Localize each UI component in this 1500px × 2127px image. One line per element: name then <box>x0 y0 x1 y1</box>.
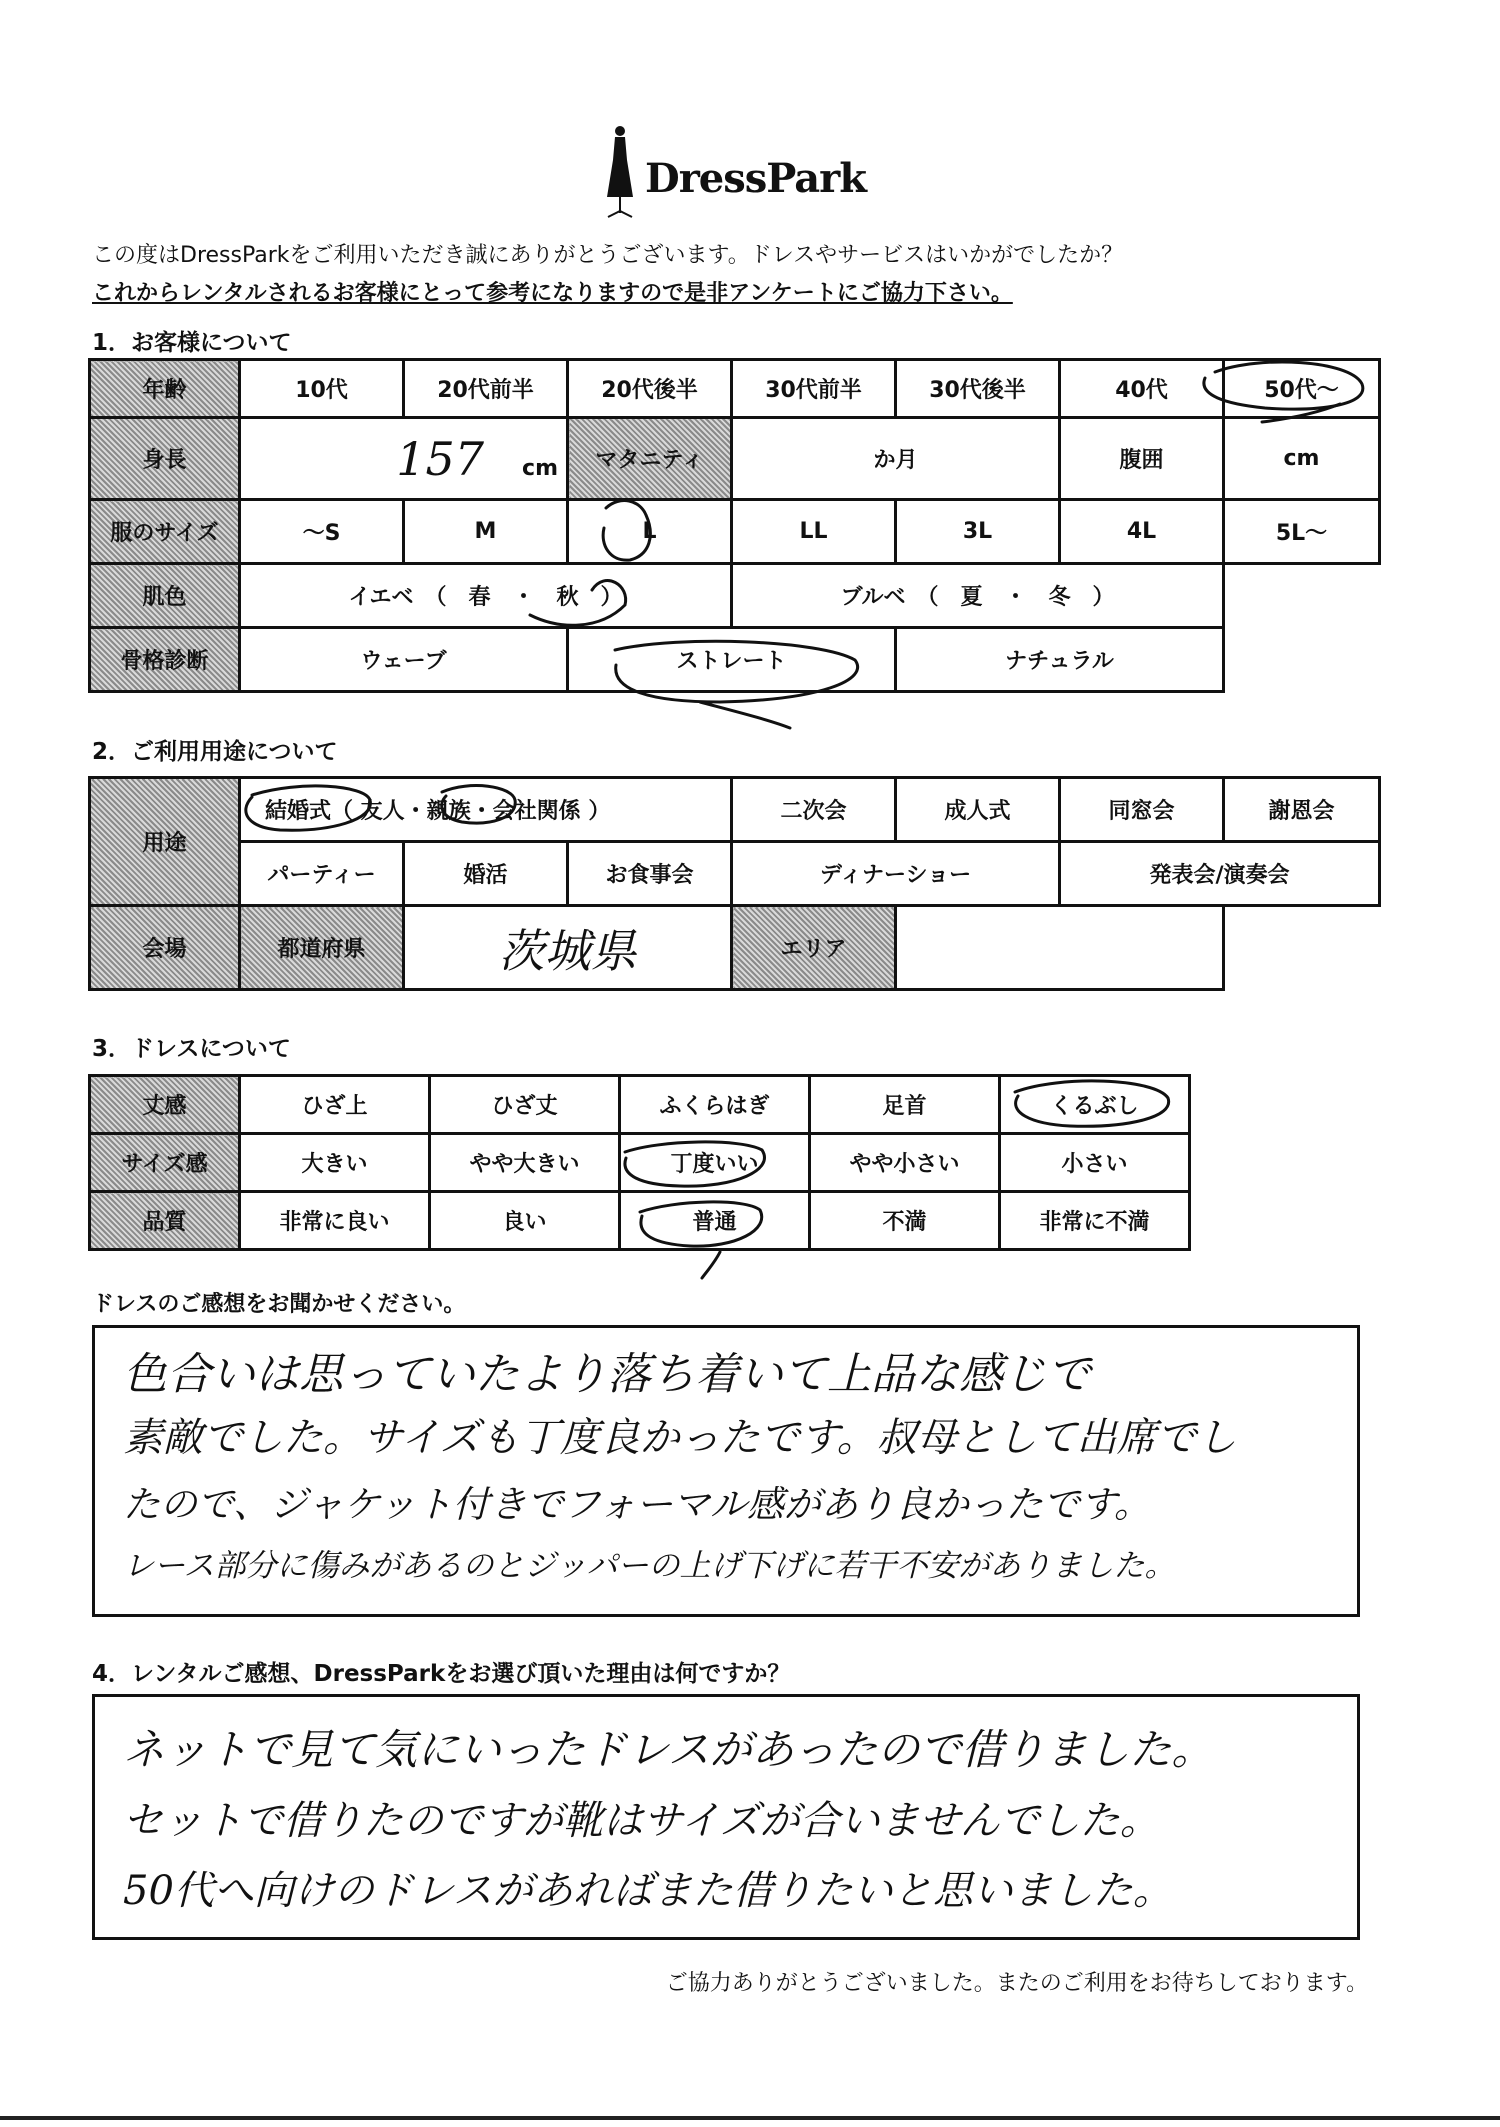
age-option[interactable]: 20代後半 <box>568 360 732 418</box>
purpose-wedding-option[interactable]: 結婚式（ 友人・親族・会社関係 ） <box>240 778 732 842</box>
maternity-label: マタニティ <box>568 418 732 500</box>
size-option[interactable]: M <box>404 500 568 564</box>
purpose-option[interactable]: 婚活 <box>404 842 568 906</box>
dress-comment-line: 色合いは思っていたより落ち着いて上品な感じで <box>123 1349 1091 1400</box>
length-option[interactable]: ふくらはぎ <box>620 1076 810 1134</box>
section-3-title: 3．ドレスについて <box>92 1036 291 1062</box>
brand-name: DressPark <box>645 155 866 202</box>
height-value: 157 <box>396 431 485 486</box>
prefecture-label: 都道府県 <box>240 906 404 990</box>
purpose-option[interactable]: 発表会/演奏会 <box>1060 842 1380 906</box>
rental-comment-box[interactable] <box>92 1694 1360 1940</box>
purpose-option[interactable]: ディナーショー <box>732 842 1060 906</box>
purpose-option[interactable]: お食事会 <box>568 842 732 906</box>
quality-option[interactable]: 非常に不満 <box>1000 1192 1190 1250</box>
dress-mannequin-icon <box>600 125 640 220</box>
height-unit: cm <box>522 455 558 481</box>
age-option[interactable]: 40代 <box>1060 360 1224 418</box>
skin-label: 肌色 <box>90 564 240 628</box>
fit-option[interactable]: やや大きい <box>430 1134 620 1192</box>
size-option[interactable]: LL <box>732 500 896 564</box>
size-option[interactable]: 4L <box>1060 500 1224 564</box>
prefecture-field[interactable] <box>404 906 732 990</box>
size-option[interactable]: 3L <box>896 500 1060 564</box>
prefecture-value: 茨城県 <box>498 923 637 978</box>
rental-comment-line: セットで借りたのですが靴はサイズが合いませんでした。 <box>123 1798 1160 1844</box>
length-option[interactable]: ひざ上 <box>240 1076 430 1134</box>
length-option[interactable]: 足首 <box>810 1076 1000 1134</box>
rental-comment-line: ネットで見て気にいったドレスがあったので借りました。 <box>123 1725 1214 1774</box>
dress-comment-prompt: ドレスのご感想をお聞かせください。 <box>92 1292 466 1317</box>
section-1-title: 1．お客様について <box>92 330 292 356</box>
purpose-label: 用途 <box>90 778 240 906</box>
area-label: エリア <box>732 906 896 990</box>
length-option-selected[interactable]: くるぶし <box>1000 1076 1190 1134</box>
frame-option-selected[interactable]: ストレート <box>568 628 896 692</box>
length-label: 丈感 <box>90 1076 240 1134</box>
skin-yellow-option[interactable]: イエベ （ 春 ・ 秋 ） <box>240 564 732 628</box>
waist-unit[interactable]: cm <box>1224 418 1380 500</box>
size-option[interactable]: 5L～ <box>1224 500 1380 564</box>
maternity-months-unit[interactable]: か月 <box>732 418 1060 500</box>
size-option[interactable]: ～S <box>240 500 404 564</box>
age-label: 年齢 <box>90 360 240 418</box>
quality-label: 品質 <box>90 1192 240 1250</box>
height-field[interactable] <box>240 418 568 500</box>
footer-thanks: ご協力ありがとうございました。またのご利用をお待ちしております。 <box>665 1971 1368 1996</box>
purpose-option[interactable]: 謝恩会 <box>1224 778 1380 842</box>
dress-comment-box[interactable] <box>92 1325 1360 1617</box>
scan-edge-line <box>0 2116 1500 2120</box>
fit-option[interactable]: 大きい <box>240 1134 430 1192</box>
frame-option[interactable]: ウェーブ <box>240 628 568 692</box>
usage-table <box>88 776 1381 991</box>
age-option[interactable]: 30代前半 <box>732 360 896 418</box>
fit-option-selected[interactable]: 丁度いい <box>620 1134 810 1192</box>
frame-option[interactable]: ナチュラル <box>896 628 1224 692</box>
size-option-selected[interactable]: L <box>568 500 732 564</box>
height-label: 身長 <box>90 418 240 500</box>
purpose-option[interactable]: 二次会 <box>732 778 896 842</box>
purpose-option[interactable]: 同窓会 <box>1060 778 1224 842</box>
age-option[interactable]: 20代前半 <box>404 360 568 418</box>
purpose-option[interactable]: パーティー <box>240 842 404 906</box>
fit-label: サイズ感 <box>90 1134 240 1192</box>
intro-text: この度はDressParkをご利用いただき誠にありがとうございます。ドレスやサービスはいかがでしたか？ <box>92 243 1124 268</box>
quality-option[interactable]: 非常に良い <box>240 1192 430 1250</box>
quality-option[interactable]: 不満 <box>810 1192 1000 1250</box>
size-label: 服のサイズ <box>90 500 240 564</box>
dress-comment-line: レース部分に傷みがあるのとジッパーの上げ下げに若干不安がありました。 <box>123 1548 1176 1584</box>
section-4-title: 4．レンタルご感想、DressParkをお選び頂いた理由は何ですか？ <box>92 1661 791 1687</box>
dress-comment-line: 素敵でした。サイズも丁度良かったです。叔母として出席でし <box>123 1415 1237 1461</box>
section-2-title: 2．ご利用用途について <box>92 739 338 765</box>
frame-label: 骨格診断 <box>90 628 240 692</box>
fit-option[interactable]: 小さい <box>1000 1134 1190 1192</box>
fit-option[interactable]: やや小さい <box>810 1134 1000 1192</box>
quality-option[interactable]: 良い <box>430 1192 620 1250</box>
purpose-option[interactable]: 成人式 <box>896 778 1060 842</box>
area-field[interactable] <box>896 906 1224 990</box>
length-option[interactable]: ひざ丈 <box>430 1076 620 1134</box>
venue-label: 会場 <box>90 906 240 990</box>
skin-blue-option[interactable]: ブルベ （ 夏 ・ 冬 ） <box>732 564 1224 628</box>
age-option[interactable]: 30代後半 <box>896 360 1060 418</box>
rental-comment-line: 50代へ向けのドレスがあればまた借りたいと思いました。 <box>123 1868 1173 1914</box>
brand-logo <box>600 125 866 220</box>
intro-request: これからレンタルされるお客様にとって参考になりますので是非アンケートにご協力下さい。 <box>92 281 1013 306</box>
age-option-selected[interactable]: 50代～ <box>1224 360 1380 418</box>
dress-table <box>88 1074 1191 1251</box>
waist-label: 腹囲 <box>1060 418 1224 500</box>
dress-comment-line: たので、ジャケット付きでフォーマル感があり良かったです。 <box>123 1483 1151 1526</box>
age-option[interactable]: 10代 <box>240 360 404 418</box>
customer-info-table <box>88 358 1381 693</box>
quality-option-selected[interactable]: 普通 <box>620 1192 810 1250</box>
